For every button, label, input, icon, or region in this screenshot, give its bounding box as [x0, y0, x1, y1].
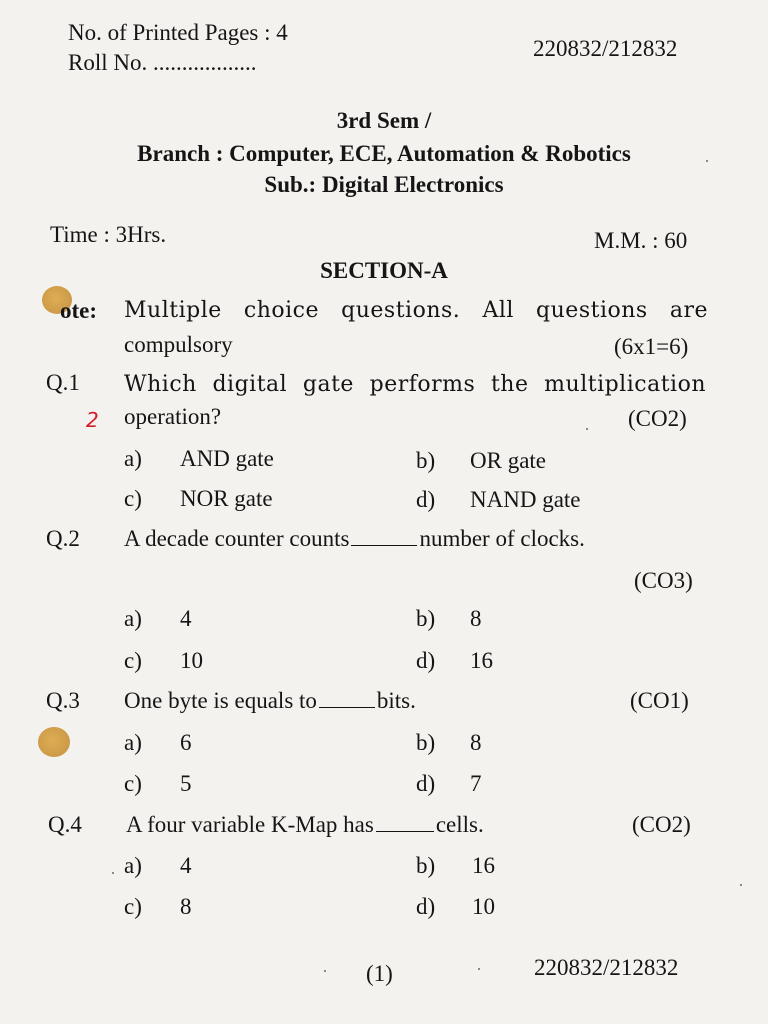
- note-marks: (6x1=6): [614, 334, 689, 359]
- option-text: 7: [470, 771, 482, 796]
- speck: [740, 884, 742, 886]
- option-key: d): [416, 894, 436, 919]
- question-number: Q.4: [48, 812, 82, 837]
- section-heading: SECTION-A: [320, 258, 448, 283]
- note-text-line2: compulsory: [124, 332, 233, 357]
- answer-blank: [319, 706, 375, 708]
- question-text: [126, 812, 484, 838]
- option-text: 4: [180, 853, 192, 878]
- option-text: 4: [180, 606, 192, 631]
- course-outcome: (CO2): [632, 812, 691, 837]
- question-number: Q.3: [46, 688, 80, 713]
- subject-title: Sub.: Digital Electronics: [264, 172, 504, 197]
- course-outcome: (CO1): [630, 688, 689, 713]
- option-key: b): [416, 730, 436, 755]
- speck: [112, 872, 114, 874]
- option-key: a): [124, 730, 142, 755]
- option-key: d): [416, 771, 436, 796]
- note-text-line1: Multiple choice questions. All questions are: [124, 298, 708, 323]
- option-text: 5: [180, 771, 192, 796]
- option-text: 10: [180, 648, 203, 673]
- question-text-after-blank: cells.: [435, 812, 484, 837]
- branch-title: Branch : Computer, ECE, Automation & Robotics: [137, 141, 631, 166]
- option-text: 16: [470, 648, 493, 673]
- option-text: 16: [472, 853, 495, 878]
- answer-blank: [376, 830, 434, 832]
- option-key: d): [416, 487, 436, 512]
- question-text: [124, 688, 416, 714]
- option-text: 8: [470, 730, 482, 755]
- question-number: Q.2: [46, 526, 80, 551]
- stain-mark: [38, 727, 70, 757]
- handwritten-mark: 2: [86, 408, 99, 432]
- course-outcome: (CO2): [628, 406, 687, 431]
- question-number: Q.1: [46, 370, 80, 395]
- option-key: c): [124, 771, 142, 796]
- option-key: c): [124, 894, 142, 919]
- speck: [706, 160, 708, 162]
- option-text: 6: [180, 730, 192, 755]
- question-text-before-blank: One byte is equals to: [124, 688, 317, 713]
- option-key: a): [124, 606, 142, 631]
- roll-number: Roll No. ..................: [68, 50, 257, 75]
- option-text: 8: [470, 606, 482, 631]
- option-text: 10: [472, 894, 495, 919]
- time-allowed: Time : 3Hrs.: [50, 222, 167, 247]
- question-text-line2: operation?: [124, 404, 222, 429]
- question-text-before-blank: A four variable K-Map has: [126, 812, 374, 837]
- option-text: OR gate: [470, 448, 547, 473]
- option-key: a): [124, 853, 142, 878]
- paper-code: 220832/212832: [533, 36, 678, 61]
- option-key: c): [124, 486, 142, 511]
- question-text-after-blank: bits.: [376, 688, 416, 713]
- option-key: d): [416, 648, 436, 673]
- footer-paper-code: 220832/212832: [534, 955, 679, 980]
- option-text: AND gate: [180, 446, 274, 471]
- option-key: b): [416, 853, 436, 878]
- speck: [324, 970, 326, 972]
- question-text: [124, 526, 585, 552]
- course-outcome: (CO3): [634, 568, 693, 593]
- speck: [586, 428, 588, 430]
- option-key: b): [416, 606, 436, 631]
- page-number: (1): [366, 961, 393, 986]
- printed-pages: No. of Printed Pages : 4: [68, 20, 288, 45]
- option-key: a): [124, 446, 142, 471]
- max-marks: M.M. : 60: [594, 228, 688, 253]
- question-text-line1: Which digital gate performs the multiplication: [124, 372, 706, 397]
- semester-title: 3rd Sem /: [336, 108, 432, 133]
- option-key: b): [416, 448, 436, 473]
- option-key: c): [124, 648, 142, 673]
- speck: [478, 968, 480, 970]
- option-text: 8: [180, 894, 192, 919]
- question-text-after-blank: number of clocks.: [419, 526, 585, 551]
- note-label: ote:: [60, 298, 98, 323]
- answer-blank: [351, 544, 417, 546]
- option-text: NAND gate: [470, 487, 581, 512]
- question-text-before-blank: A decade counter counts: [124, 526, 350, 551]
- option-text: NOR gate: [180, 486, 273, 511]
